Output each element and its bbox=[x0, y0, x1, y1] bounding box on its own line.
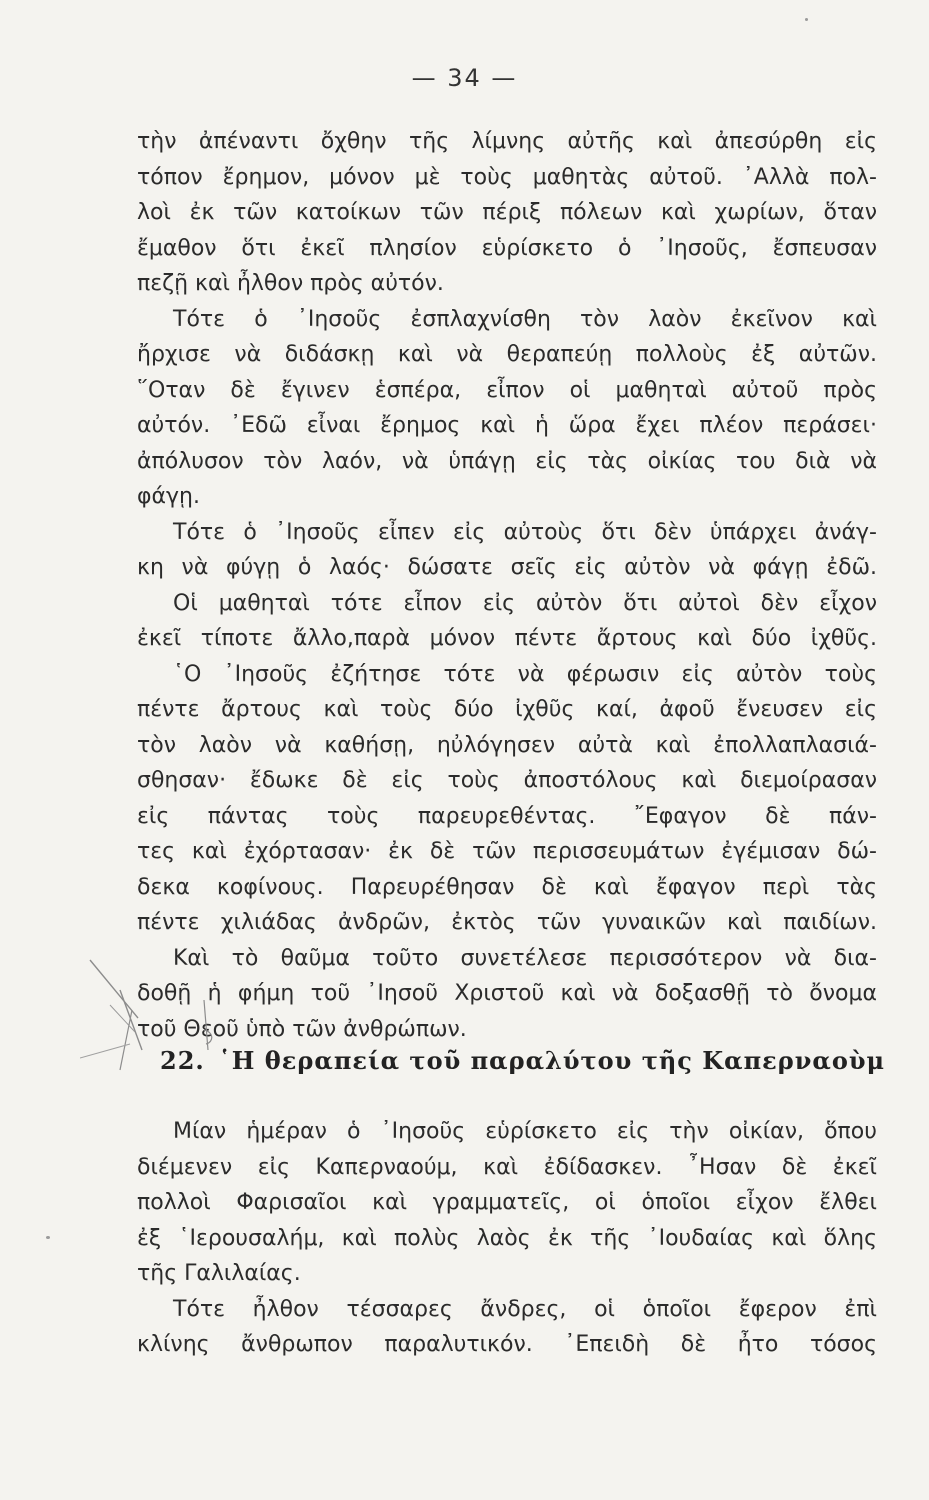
text-line: ἤρχισε νὰ διδάσκῃ καὶ νὰ θεραπεύῃ πολλοὺς ἐξ αὐτῶν. bbox=[137, 342, 877, 367]
text-line: κη νὰ φύγῃ ὁ λαός· δώσατε σεῖς εἰς αὐτὸν νὰ φάγῃ ἐδῶ. bbox=[137, 555, 877, 580]
section-heading bbox=[160, 1046, 886, 1075]
section-title: ῾Η θεραπεία τοῦ παραλύτου τῆς Καπερναοὺμ bbox=[218, 1046, 886, 1075]
text-line: ἔμαθον ὅτι ἐκεῖ πλησίον εὑρίσκετο ὁ ᾿Ιησοῦς, ἔσπευσαν bbox=[137, 235, 877, 261]
text-line: ῞Οταν δὲ ἔγινεν ἑσπέρα, εἶπον οἱ μαθηταὶ αὐτοῦ πρὸς bbox=[137, 377, 877, 403]
text-line: Τότε ἦλθον τέσσαρες ἄνδρες, οἱ ὁποῖοι ἔφερον ἐπὶ bbox=[173, 1296, 877, 1322]
text-line: κλίνης ἄνθρωπον παραλυτικόν. ᾿Επειδὴ δὲ ἦτο τόσος bbox=[137, 1332, 877, 1357]
text-line: πεζῇ καὶ ἦλθον πρὸς αὐτόν. bbox=[137, 271, 444, 296]
text-block-1 bbox=[137, 124, 877, 1047]
text-line: Τότε ὁ ᾿Ιησοῦς εἶπεν εἰς αὐτοὺς ὅτι δὲν ὑπάρχει ἀνάγ- bbox=[173, 519, 877, 545]
text-line: Μίαν ἡμέραν ὁ ᾿Ιησοῦς εὑρίσκετο εἰς τὴν οἰκίαν, ὅπου bbox=[173, 1119, 877, 1144]
text-line: ἀπόλυσον τὸν λαόν, νὰ ὑπάγῃ εἰς τὰς οἰκίας του διὰ νὰ bbox=[137, 448, 877, 474]
text-line: τὸν λαὸν νὰ καθήσῃ, ηὐλόγησεν αὐτὰ καὶ ἐπολλαπλασιά- bbox=[137, 732, 877, 758]
text-line: Καὶ τὸ θαῦμα τοῦτο συνετέλεσε περισσότερον νὰ δια- bbox=[173, 945, 877, 971]
text-line: διέμενεν εἰς Καπερναούμ, καὶ ἐδίδασκεν. ῏Ησαν δὲ ἐκεῖ bbox=[137, 1154, 877, 1180]
text-line: αὐτόν. ᾿Εδῶ εἶναι ἔρημος καὶ ἡ ὥρα ἔχει πλέον περάσει· bbox=[137, 413, 877, 438]
text-line: λοὶ ἐκ τῶν κατοίκων τῶν πέριξ πόλεων καὶ χωρίων, ὅταν bbox=[137, 200, 877, 225]
text-line: Τότε ὁ ᾿Ιησοῦς ἐσπλαχνίσθη τὸν λαὸν ἐκεῖνον καὶ bbox=[173, 306, 877, 332]
text-line: ἐξ ῾Ιερουσαλήμ, καὶ πολὺς λαὸς ἐκ τῆς ᾿Ιουδαίας καὶ ὅλης bbox=[137, 1225, 877, 1251]
text-line: εἰς πάντας τοὺς παρευρεθέντας. ῎Εφαγον δὲ πάν- bbox=[137, 803, 877, 829]
text-line: τοῦ Θεοῦ ὑπὸ τῶν ἀνθρώπων. bbox=[137, 1016, 467, 1042]
text-line: τες καὶ ἐχόρτασαν· ἐκ δὲ τῶν περισσευμάτων ἐγέμισαν δώ- bbox=[137, 839, 877, 864]
paper-speck bbox=[46, 1236, 50, 1239]
text-line: ἐκεῖ τίποτε ἄλλο,παρὰ μόνον πέντε ἄρτους καὶ δύο ἰχθῦς. bbox=[137, 626, 877, 651]
paper-speck bbox=[805, 18, 808, 21]
text-line: τῆς Γαλιλαίας. bbox=[137, 1261, 301, 1286]
text-line: τόπον ἔρημον, μόνον μὲ τοὺς μαθητὰς αὐτοῦ. ᾿Αλλὰ πολ- bbox=[137, 164, 877, 190]
text-block-2 bbox=[137, 1114, 877, 1363]
text-line: σθησαν· ἔδωκε δὲ εἰς τοὺς ἀποστόλους καὶ διεμοίρασαν bbox=[137, 768, 877, 793]
section-number: 22. bbox=[160, 1046, 205, 1075]
text-line: πέντε χιλιάδας ἀνδρῶν, ἐκτὸς τῶν γυναικῶν καὶ παιδίων. bbox=[137, 910, 877, 935]
page-number: — 34 — bbox=[411, 64, 518, 92]
text-line: Οἱ μαθηταὶ τότε εἶπον εἰς αὐτὸν ὅτι αὐτοὶ δὲν εἶχον bbox=[173, 590, 877, 616]
text-line: πολλοὶ Φαρισαῖοι καὶ γραμματεῖς, οἱ ὁποῖοι εἶχον ἔλθει bbox=[137, 1190, 877, 1215]
text-line: δοθῇ ἡ φήμη τοῦ ᾿Ιησοῦ Χριστοῦ καὶ νὰ δοξασθῇ τὸ ὄνομα bbox=[137, 981, 877, 1006]
text-line: δεκα κοφίνους. Παρευρέθησαν δὲ καὶ ἔφαγον περὶ τὰς bbox=[137, 874, 877, 900]
text-line: πέντε ἄρτους καὶ τοὺς δύο ἰχθῦς καί, ἀφοῦ ἔνευσεν εἰς bbox=[137, 697, 877, 722]
text-line: φάγῃ. bbox=[137, 484, 200, 509]
text-line: ῾Ο ᾿Ιησοῦς ἐζήτησε τότε νὰ φέρωσιν εἰς αὐτὸν τοὺς bbox=[173, 661, 877, 687]
text-line: τὴν ἀπέναντι ὄχθην τῆς λίμνης αὐτῆς καὶ ἀπεσύρθη εἰς bbox=[137, 129, 877, 154]
